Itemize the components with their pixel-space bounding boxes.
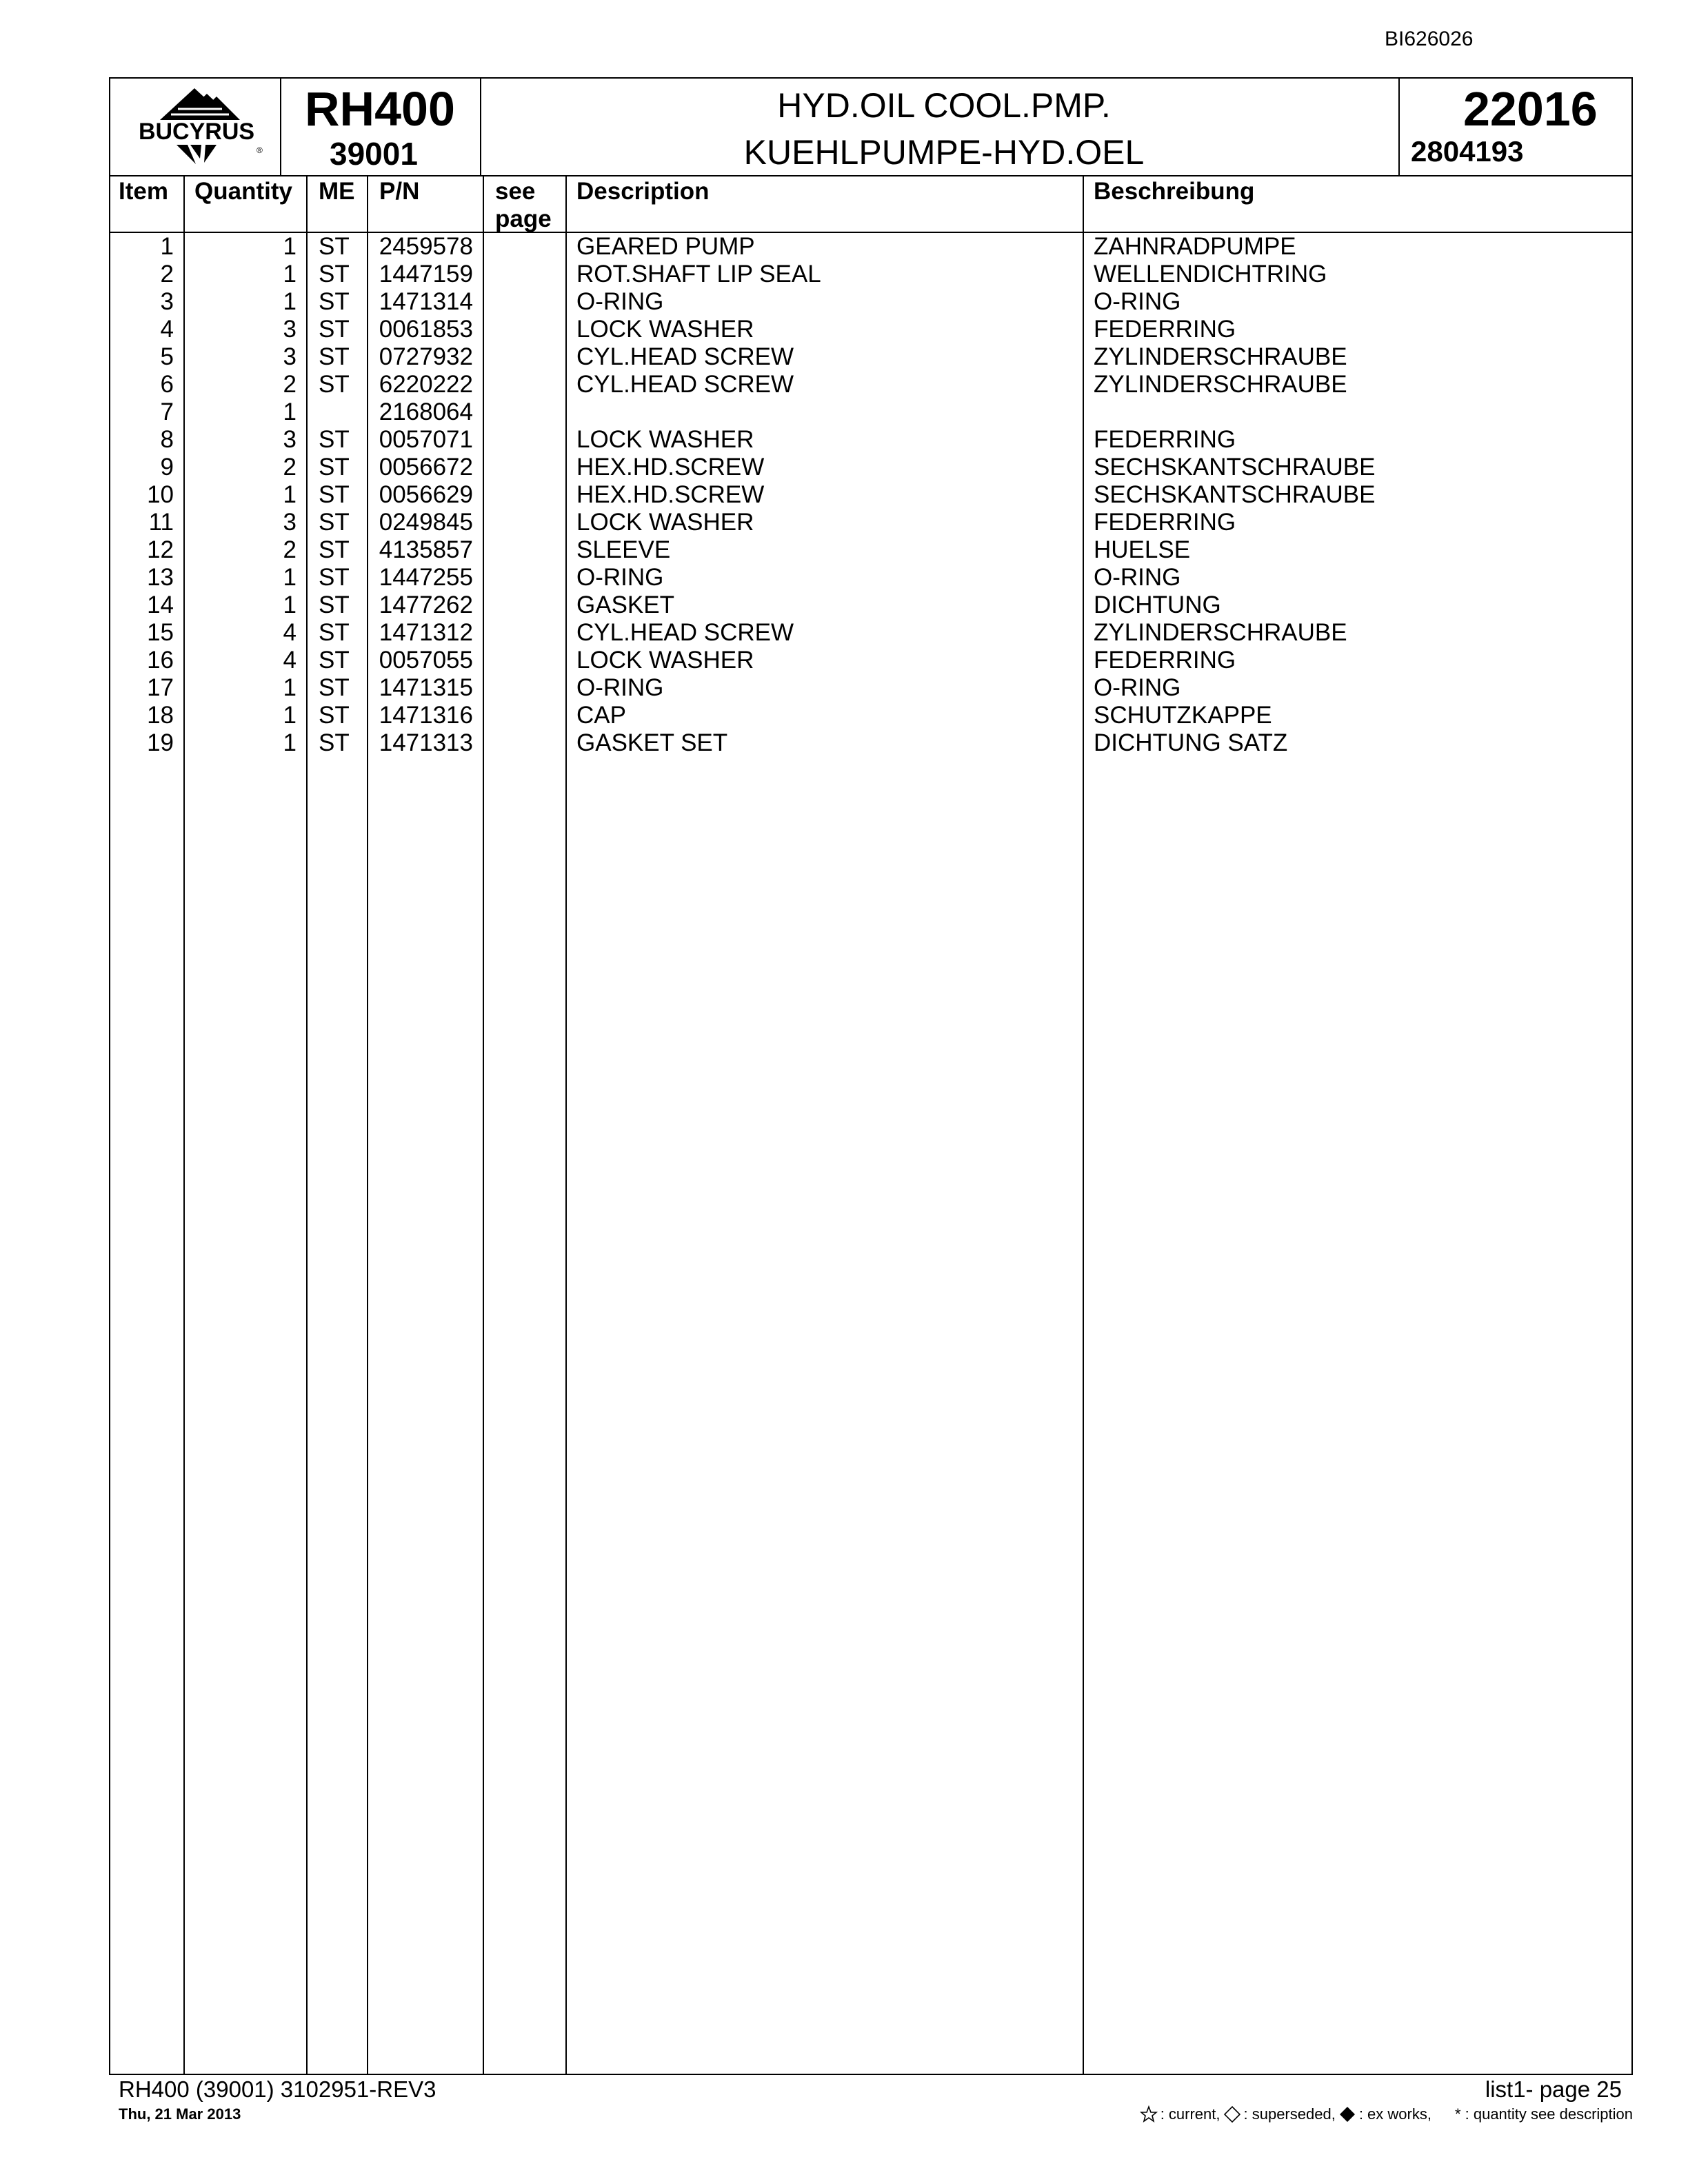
cell-quantity: 2	[283, 371, 297, 398]
cell-pn: 4135857	[379, 536, 473, 563]
cell-pn: 6220222	[379, 371, 473, 398]
cell-beschreibung: DICHTUNG SATZ	[1094, 729, 1288, 756]
cell-quantity: 1	[283, 564, 297, 591]
cell-beschreibung: ZYLINDERSCHRAUBE	[1094, 619, 1347, 646]
legend-current-label: : current,	[1160, 2105, 1220, 2123]
cell-pn: 1471312	[379, 619, 473, 646]
cell-item: 9	[160, 454, 174, 481]
cell-quantity: 4	[283, 647, 297, 674]
cell-beschreibung: ZYLINDERSCHRAUBE	[1094, 343, 1347, 370]
cell-pn: 2459578	[379, 233, 473, 260]
cell-me: ST	[319, 343, 350, 370]
table-row	[110, 398, 1631, 426]
cell-beschreibung: FEDERRING	[1094, 316, 1236, 343]
table-row	[110, 343, 1631, 371]
cell-description: GASKET SET	[576, 729, 728, 756]
col-header-beschreibung: Beschreibung	[1094, 178, 1255, 205]
cell-beschreibung: O-RING	[1094, 674, 1181, 701]
table-row	[110, 592, 1631, 619]
table-row	[110, 729, 1631, 757]
cell-item: 12	[147, 536, 174, 563]
footer-reference: RH400 (39001) 3102951-REV3	[119, 2076, 436, 2102]
cell-pn: 1477262	[379, 592, 473, 618]
table-row	[110, 481, 1631, 509]
svg-text:BUCYRUS: BUCYRUS	[138, 119, 255, 145]
header-vline-1	[280, 79, 281, 175]
parts-list-frame	[109, 77, 1633, 2075]
cell-quantity: 3	[283, 426, 297, 453]
table-row	[110, 674, 1631, 702]
cell-pn: 0057071	[379, 426, 473, 453]
cell-item: 8	[160, 426, 174, 453]
cell-item: 17	[147, 674, 174, 701]
cell-me: ST	[319, 702, 350, 729]
diamond-filled-icon	[1338, 2105, 1356, 2123]
cell-description: GASKET	[576, 592, 674, 618]
cell-me: ST	[319, 647, 350, 674]
cell-item: 7	[160, 398, 174, 425]
cell-me: ST	[319, 509, 350, 536]
col-header-page: page	[495, 205, 552, 232]
cell-pn: 1471316	[379, 702, 473, 729]
cell-pn: 0249845	[379, 509, 473, 536]
cell-description: LOCK WASHER	[576, 316, 754, 343]
cell-pn: 1471314	[379, 288, 473, 315]
col-header-see: see	[495, 178, 536, 205]
title-german: KUEHLPUMPE-HYD.OEL	[743, 133, 1145, 172]
star-outline-icon	[1140, 2105, 1158, 2123]
cell-quantity: 1	[283, 592, 297, 618]
cell-me: ST	[319, 371, 350, 398]
cell-quantity: 1	[283, 288, 297, 315]
cell-description: O-RING	[576, 564, 664, 591]
table-row	[110, 702, 1631, 729]
footer-page-number: list1- page 25	[1485, 2076, 1622, 2102]
cell-pn: 0056672	[379, 454, 473, 481]
cell-quantity: 4	[283, 619, 297, 646]
header-divider	[110, 175, 1631, 176]
cell-me: ST	[319, 536, 350, 563]
cell-me: ST	[319, 729, 350, 756]
cell-item: 4	[160, 316, 174, 343]
cell-quantity: 1	[283, 729, 297, 756]
cell-me: ST	[319, 426, 350, 453]
col-header-quantity: Quantity	[194, 178, 292, 205]
cell-description: CYL.HEAD SCREW	[576, 343, 794, 370]
cell-description: LOCK WASHER	[576, 426, 754, 453]
cell-beschreibung: FEDERRING	[1094, 509, 1236, 536]
cell-quantity: 3	[283, 343, 297, 370]
cell-description: LOCK WASHER	[576, 647, 754, 674]
cell-item: 10	[147, 481, 174, 508]
cell-description: CYL.HEAD SCREW	[576, 619, 794, 646]
cell-item: 16	[147, 647, 174, 674]
cell-beschreibung: ZYLINDERSCHRAUBE	[1094, 371, 1347, 398]
header-vline-2	[480, 79, 481, 175]
cell-me: ST	[319, 564, 350, 591]
legend-quantity-label: * : quantity see description	[1454, 2105, 1633, 2123]
col-header-item: Item	[119, 178, 168, 205]
serial-label: 39001	[330, 136, 418, 172]
table-row	[110, 454, 1631, 481]
cell-item: 18	[147, 702, 174, 729]
cell-pn: 1471315	[379, 674, 473, 701]
cell-beschreibung: SCHUTZKAPPE	[1094, 702, 1272, 729]
diamond-outline-icon	[1223, 2105, 1241, 2123]
cell-item: 14	[147, 592, 174, 618]
cell-me: ST	[319, 261, 350, 287]
bucyrus-logo	[119, 81, 274, 172]
cell-description: GEARED PUMP	[576, 233, 755, 260]
cell-description: CAP	[576, 702, 626, 729]
footer-date: Thu, 21 Mar 2013	[119, 2105, 241, 2123]
cell-me: ST	[319, 481, 350, 508]
cell-me: ST	[319, 619, 350, 646]
cell-beschreibung: ZAHNRADPUMPE	[1094, 233, 1296, 260]
cell-quantity: 1	[283, 261, 297, 287]
cell-pn: 0056629	[379, 481, 473, 508]
cell-me: ST	[319, 288, 350, 315]
cell-description: HEX.HD.SCREW	[576, 481, 765, 508]
cell-item: 15	[147, 619, 174, 646]
assembly-number: 2804193	[1411, 135, 1524, 168]
cell-description: O-RING	[576, 288, 664, 315]
cell-description: O-RING	[576, 674, 664, 701]
table-row	[110, 647, 1631, 674]
legend-ex-works-label: : ex works,	[1358, 2105, 1431, 2123]
table-row	[110, 316, 1631, 343]
cell-description: ROT.SHAFT LIP SEAL	[576, 261, 821, 287]
document-id: BI626026	[1385, 28, 1474, 50]
table-row	[110, 509, 1631, 536]
cell-beschreibung: FEDERRING	[1094, 647, 1236, 674]
cell-beschreibung: FEDERRING	[1094, 426, 1236, 453]
cell-me: ST	[319, 454, 350, 481]
cell-item: 5	[160, 343, 174, 370]
cell-me: ST	[319, 316, 350, 343]
col-header-description: Description	[576, 178, 710, 205]
cell-beschreibung: O-RING	[1094, 288, 1181, 315]
cell-pn: 1447255	[379, 564, 473, 591]
cell-description: LOCK WASHER	[576, 509, 754, 536]
cell-pn: 0057055	[379, 647, 473, 674]
cell-item: 1	[160, 233, 174, 260]
table-row	[110, 426, 1631, 454]
cell-pn: 2168064	[379, 398, 473, 425]
cell-pn: 0061853	[379, 316, 473, 343]
cell-description: SLEEVE	[576, 536, 671, 563]
cell-item: 13	[147, 564, 174, 591]
col-header-me: ME	[319, 178, 355, 205]
cell-quantity: 1	[283, 481, 297, 508]
cell-beschreibung: DICHTUNG	[1094, 592, 1221, 618]
cell-beschreibung: SECHSKANTSCHRAUBE	[1094, 481, 1376, 508]
col-header-pn: P/N	[379, 178, 420, 205]
table-row	[110, 371, 1631, 398]
cell-quantity: 1	[283, 702, 297, 729]
table-row	[110, 261, 1631, 288]
legend-superseded-label: : superseded,	[1243, 2105, 1336, 2123]
cell-pn: 0727932	[379, 343, 473, 370]
cell-description: HEX.HD.SCREW	[576, 454, 765, 481]
cell-quantity: 2	[283, 536, 297, 563]
cell-quantity: 1	[283, 674, 297, 701]
cell-quantity: 2	[283, 454, 297, 481]
table-row	[110, 288, 1631, 316]
cell-me: ST	[319, 592, 350, 618]
group-number: 22016	[1463, 82, 1598, 136]
svg-text:®: ®	[257, 145, 263, 155]
table-row	[110, 564, 1631, 592]
table-row	[110, 233, 1631, 261]
cell-beschreibung: WELLENDICHTRING	[1094, 261, 1327, 287]
legend	[1140, 2105, 1633, 2123]
cell-description: CYL.HEAD SCREW	[576, 371, 794, 398]
cell-item: 3	[160, 288, 174, 315]
cell-item: 2	[160, 261, 174, 287]
cell-quantity: 3	[283, 316, 297, 343]
cell-quantity: 1	[283, 233, 297, 260]
cell-item: 6	[160, 371, 174, 398]
cell-pn: 1471313	[379, 729, 473, 756]
title-english: HYD.OIL COOL.PMP.	[777, 86, 1111, 125]
table-row	[110, 619, 1631, 647]
cell-item: 11	[148, 509, 174, 536]
cell-me: ST	[319, 233, 350, 260]
model-label: RH400	[305, 82, 455, 136]
cell-pn: 1447159	[379, 261, 473, 287]
cell-quantity: 1	[283, 398, 297, 425]
cell-me: ST	[319, 674, 350, 701]
cell-beschreibung: HUELSE	[1094, 536, 1191, 563]
cell-quantity: 3	[283, 509, 297, 536]
table-row	[110, 536, 1631, 564]
cell-beschreibung: O-RING	[1094, 564, 1181, 591]
cell-beschreibung: SECHSKANTSCHRAUBE	[1094, 454, 1376, 481]
cell-item: 19	[147, 729, 174, 756]
